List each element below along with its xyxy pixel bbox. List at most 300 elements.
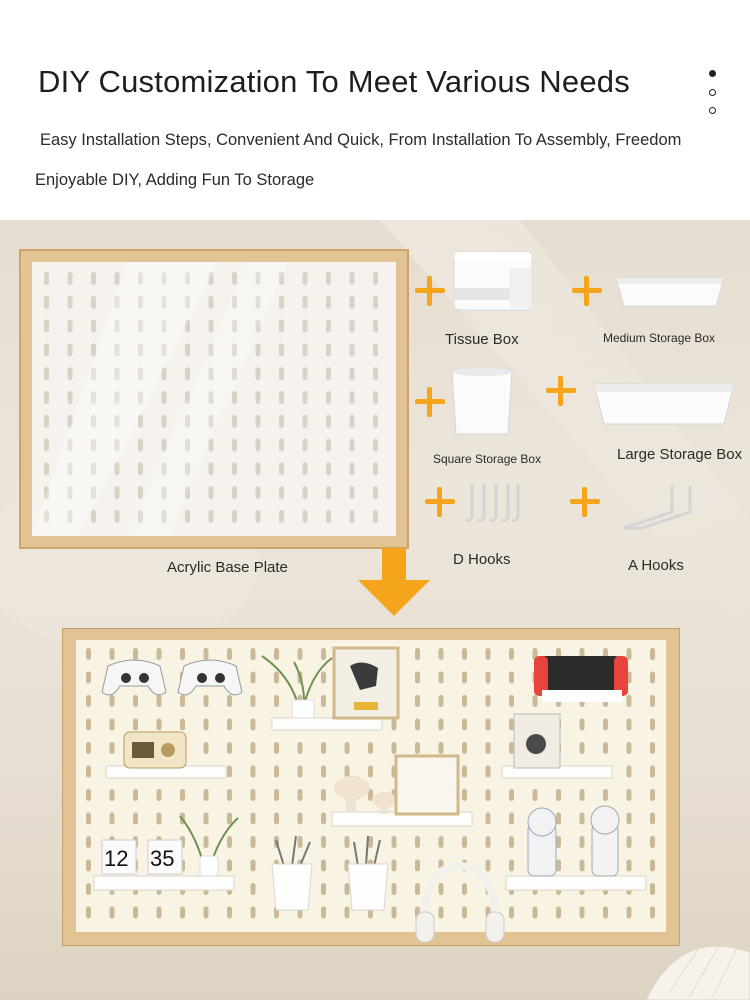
- peg-hole: [256, 391, 261, 404]
- peg-hole: [415, 836, 420, 848]
- peg-hole: [321, 695, 326, 707]
- peg-hole: [580, 789, 585, 801]
- peg-hole: [486, 695, 491, 707]
- peg-hole: [110, 813, 115, 825]
- peg-hole: [110, 907, 115, 919]
- peg-hole: [486, 836, 491, 848]
- peg-hole: [650, 719, 655, 731]
- peg-hole: [627, 695, 632, 707]
- peg-hole: [350, 486, 355, 499]
- peg-hole: [256, 415, 261, 428]
- peg-hole: [279, 439, 284, 452]
- peg-hole: [321, 907, 326, 919]
- peg-hole: [321, 648, 326, 660]
- peg-hole: [279, 296, 284, 309]
- square-box-label: Square Storage Box: [433, 452, 542, 466]
- peg-hole: [68, 343, 73, 356]
- peg-hole: [627, 813, 632, 825]
- peg-hole: [68, 320, 73, 333]
- peg-hole: [439, 883, 444, 895]
- peg-hole: [157, 719, 162, 731]
- peg-hole: [627, 836, 632, 848]
- peg-hole: [392, 883, 397, 895]
- peg-hole: [580, 719, 585, 731]
- peg-hole: [415, 883, 420, 895]
- peg-hole: [303, 367, 308, 380]
- peg-hole: [68, 272, 73, 285]
- peg-hole: [138, 462, 143, 475]
- peg-hole: [368, 742, 373, 754]
- plus-icon: [572, 276, 602, 306]
- peg-hole: [303, 391, 308, 404]
- peg-hole: [204, 836, 209, 848]
- peg-hole: [392, 742, 397, 754]
- peg-hole: [439, 742, 444, 754]
- peg-hole: [321, 813, 326, 825]
- peg-hole: [91, 272, 96, 285]
- peg-hole: [321, 766, 326, 778]
- peg-hole: [180, 695, 185, 707]
- peg-hole: [462, 742, 467, 754]
- peg-hole: [350, 510, 355, 523]
- peg-hole: [298, 766, 303, 778]
- d-hooks-image: [462, 480, 522, 528]
- peg-hole: [650, 648, 655, 660]
- peg-hole: [580, 742, 585, 754]
- peg-hole: [303, 486, 308, 499]
- description-line-1: Easy Installation Steps, Convenient And Quick, From Installation To Assembly, Freedom: [40, 131, 682, 149]
- peg-hole: [321, 860, 326, 872]
- peg-hole: [251, 648, 256, 660]
- peg-hole: [180, 789, 185, 801]
- peg-hole: [133, 907, 138, 919]
- peg-hole: [133, 719, 138, 731]
- peg-hole: [627, 789, 632, 801]
- peg-hole: [326, 439, 331, 452]
- peg-hole: [580, 813, 585, 825]
- peg-hole: [303, 439, 308, 452]
- peg-hole: [232, 415, 237, 428]
- peg-hole: [44, 415, 49, 428]
- peg-hole: [204, 813, 209, 825]
- peg-hole: [486, 789, 491, 801]
- peg-hole: [133, 789, 138, 801]
- peg-hole: [162, 415, 167, 428]
- peg-hole: [232, 462, 237, 475]
- peg-hole: [415, 742, 420, 754]
- a-hooks-label: A Hooks: [628, 557, 684, 574]
- peg-hole: [115, 486, 120, 499]
- peg-hole: [251, 672, 256, 684]
- peg-hole: [556, 836, 561, 848]
- peg-hole: [650, 766, 655, 778]
- peg-hole: [326, 367, 331, 380]
- peg-hole: [345, 907, 350, 919]
- peg-hole: [256, 367, 261, 380]
- peg-hole: [251, 742, 256, 754]
- peg-hole: [350, 391, 355, 404]
- peg-hole: [350, 296, 355, 309]
- peg-hole: [603, 719, 608, 731]
- peg-hole: [556, 907, 561, 919]
- peg-hole: [509, 742, 514, 754]
- peg-hole: [462, 883, 467, 895]
- a-hooks-image: [618, 482, 698, 540]
- d-hooks-label: D Hooks: [453, 551, 511, 568]
- peg-hole: [157, 789, 162, 801]
- peg-hole: [303, 510, 308, 523]
- peg-hole: [303, 296, 308, 309]
- peg-hole: [326, 415, 331, 428]
- peg-hole: [185, 510, 190, 523]
- peg-hole: [373, 272, 378, 285]
- peg-hole: [556, 860, 561, 872]
- peg-hole: [298, 789, 303, 801]
- peg-hole: [204, 719, 209, 731]
- medium-storage-box-image: [612, 268, 728, 312]
- peg-hole: [345, 836, 350, 848]
- large-storage-box-image: [590, 376, 738, 434]
- peg-hole: [251, 695, 256, 707]
- peg-hole: [486, 648, 491, 660]
- peg-hole: [256, 343, 261, 356]
- peg-hole: [86, 766, 91, 778]
- peg-hole: [138, 439, 143, 452]
- peg-hole: [204, 648, 209, 660]
- peg-hole: [373, 296, 378, 309]
- peg-hole: [345, 766, 350, 778]
- peg-hole: [279, 367, 284, 380]
- peg-hole: [650, 860, 655, 872]
- peg-hole: [162, 439, 167, 452]
- peg-hole: [110, 789, 115, 801]
- large-box-label: Large Storage Box: [617, 446, 743, 463]
- peg-hole: [204, 695, 209, 707]
- peg-hole: [251, 789, 256, 801]
- peg-hole: [86, 860, 91, 872]
- peg-hole: [274, 789, 279, 801]
- plus-icon: [425, 487, 455, 517]
- peg-hole: [251, 719, 256, 731]
- peg-hole: [227, 813, 232, 825]
- peg-hole: [486, 672, 491, 684]
- peg-hole: [44, 320, 49, 333]
- peg-hole: [86, 648, 91, 660]
- peg-hole: [91, 510, 96, 523]
- peg-hole: [133, 695, 138, 707]
- peg-hole: [303, 320, 308, 333]
- peg-hole: [274, 813, 279, 825]
- peg-hole: [298, 648, 303, 660]
- peg-hole: [509, 719, 514, 731]
- peg-hole: [86, 836, 91, 848]
- peg-hole: [368, 766, 373, 778]
- peg-hole: [227, 648, 232, 660]
- peg-hole: [603, 789, 608, 801]
- peg-hole: [180, 907, 185, 919]
- peg-hole: [326, 343, 331, 356]
- peg-hole: [415, 695, 420, 707]
- peg-hole: [44, 439, 49, 452]
- peg-hole: [209, 486, 214, 499]
- peg-hole: [556, 813, 561, 825]
- peg-hole: [326, 510, 331, 523]
- peg-hole: [227, 789, 232, 801]
- peg-hole: [279, 391, 284, 404]
- assembled-pegboard-image: [62, 628, 680, 946]
- peg-hole: [321, 836, 326, 848]
- peg-hole: [110, 742, 115, 754]
- peg-hole: [86, 695, 91, 707]
- peg-hole: [373, 462, 378, 475]
- peg-hole: [321, 789, 326, 801]
- peg-hole: [627, 719, 632, 731]
- peg-hole: [68, 367, 73, 380]
- peg-hole: [138, 486, 143, 499]
- peg-hole: [486, 719, 491, 731]
- peg-hole: [298, 742, 303, 754]
- peg-hole: [279, 510, 284, 523]
- menu-dot: [709, 107, 716, 114]
- peg-hole: [115, 462, 120, 475]
- product-scene: [0, 220, 750, 1000]
- peg-hole: [650, 695, 655, 707]
- peg-hole: [326, 272, 331, 285]
- peg-hole: [251, 860, 256, 872]
- peg-hole: [274, 648, 279, 660]
- peg-hole: [251, 836, 256, 848]
- peg-hole: [227, 695, 232, 707]
- peg-hole: [44, 272, 49, 285]
- peg-hole: [509, 789, 514, 801]
- peg-hole: [462, 719, 467, 731]
- peg-hole: [303, 462, 308, 475]
- arrow-down-icon: [356, 546, 432, 618]
- peg-hole: [415, 648, 420, 660]
- peg-hole: [326, 462, 331, 475]
- peg-hole: [279, 343, 284, 356]
- peg-hole: [86, 883, 91, 895]
- peg-hole: [110, 648, 115, 660]
- peg-hole: [44, 367, 49, 380]
- peg-hole: [439, 719, 444, 731]
- peg-hole: [185, 343, 190, 356]
- page-title: DIY Customization To Meet Various Needs: [38, 64, 630, 99]
- peg-hole: [86, 813, 91, 825]
- peg-hole: [232, 439, 237, 452]
- square-storage-box-image: [448, 364, 516, 438]
- peg-hole: [373, 510, 378, 523]
- peg-hole: [350, 343, 355, 356]
- peg-hole: [650, 907, 655, 919]
- peg-hole: [68, 391, 73, 404]
- menu-dot: [709, 70, 716, 77]
- peg-hole: [157, 695, 162, 707]
- peg-hole: [462, 672, 467, 684]
- peg-hole: [227, 836, 232, 848]
- peg-hole: [415, 860, 420, 872]
- peg-hole: [251, 766, 256, 778]
- peg-hole: [204, 907, 209, 919]
- peg-hole: [133, 648, 138, 660]
- peg-hole: [86, 789, 91, 801]
- peg-hole: [279, 320, 284, 333]
- peg-hole: [627, 907, 632, 919]
- peg-hole: [157, 813, 162, 825]
- peg-hole: [91, 320, 96, 333]
- base-plate-label: Acrylic Base Plate: [167, 559, 288, 576]
- peg-hole: [274, 766, 279, 778]
- peg-hole: [350, 272, 355, 285]
- peg-hole: [650, 813, 655, 825]
- peg-hole: [650, 789, 655, 801]
- peg-hole: [232, 391, 237, 404]
- peg-hole: [350, 415, 355, 428]
- peg-hole: [603, 742, 608, 754]
- peg-hole: [44, 296, 49, 309]
- plus-icon: [570, 487, 600, 517]
- peg-hole: [232, 510, 237, 523]
- peg-hole: [204, 789, 209, 801]
- peg-hole: [627, 766, 632, 778]
- peg-hole: [533, 789, 538, 801]
- peg-hole: [650, 883, 655, 895]
- menu-dot: [709, 89, 716, 96]
- peg-hole: [274, 672, 279, 684]
- peg-hole: [462, 766, 467, 778]
- peg-hole: [279, 415, 284, 428]
- peg-hole: [44, 343, 49, 356]
- peg-hole: [462, 648, 467, 660]
- peg-hole: [321, 672, 326, 684]
- peg-hole: [556, 789, 561, 801]
- peg-hole: [227, 907, 232, 919]
- peg-hole: [345, 883, 350, 895]
- plus-icon: [546, 376, 576, 406]
- peg-hole: [256, 486, 261, 499]
- more-menu-icon[interactable]: [700, 70, 724, 114]
- peg-hole: [326, 486, 331, 499]
- peg-hole: [392, 907, 397, 919]
- peg-hole: [350, 320, 355, 333]
- plus-icon: [415, 387, 445, 417]
- peg-hole: [373, 343, 378, 356]
- peg-hole: [279, 462, 284, 475]
- peg-hole: [303, 343, 308, 356]
- peg-hole: [509, 860, 514, 872]
- peg-hole: [486, 860, 491, 872]
- peg-hole: [180, 719, 185, 731]
- peg-hole: [133, 813, 138, 825]
- peg-hole: [86, 719, 91, 731]
- peg-hole: [44, 462, 49, 475]
- peg-hole: [509, 648, 514, 660]
- peg-hole: [326, 391, 331, 404]
- peg-hole: [373, 439, 378, 452]
- peg-hole: [256, 510, 261, 523]
- peg-hole: [279, 486, 284, 499]
- peg-hole: [439, 695, 444, 707]
- peg-hole: [227, 742, 232, 754]
- peg-hole: [256, 439, 261, 452]
- peg-hole: [415, 719, 420, 731]
- peg-hole: [650, 742, 655, 754]
- peg-hole: [157, 648, 162, 660]
- peg-hole: [227, 860, 232, 872]
- peg-hole: [350, 462, 355, 475]
- peg-hole: [251, 813, 256, 825]
- peg-hole: [115, 272, 120, 285]
- peg-hole: [373, 486, 378, 499]
- peg-hole: [209, 320, 214, 333]
- description-line-2: Enjoyable DIY, Adding Fun To Storage: [35, 171, 315, 189]
- peg-hole: [603, 907, 608, 919]
- peg-hole: [110, 695, 115, 707]
- peg-hole: [650, 672, 655, 684]
- peg-hole: [462, 836, 467, 848]
- peg-hole: [580, 836, 585, 848]
- peg-hole: [373, 367, 378, 380]
- peg-hole: [509, 836, 514, 848]
- peg-hole: [439, 836, 444, 848]
- peg-hole: [91, 296, 96, 309]
- peg-hole: [115, 510, 120, 523]
- peg-hole: [256, 462, 261, 475]
- header: [0, 0, 750, 220]
- peg-hole: [185, 367, 190, 380]
- peg-hole: [580, 860, 585, 872]
- peg-hole: [298, 836, 303, 848]
- peg-hole: [162, 391, 167, 404]
- peg-hole: [439, 907, 444, 919]
- peg-hole: [627, 860, 632, 872]
- tissue-box-label: Tissue Box: [445, 331, 519, 348]
- peg-hole: [509, 695, 514, 707]
- peg-hole: [580, 907, 585, 919]
- lamp-image: [640, 932, 750, 1000]
- peg-hole: [321, 883, 326, 895]
- peg-hole: [157, 907, 162, 919]
- peg-hole: [650, 836, 655, 848]
- peg-hole: [227, 766, 232, 778]
- plus-icon: [415, 276, 445, 306]
- peg-hole: [439, 672, 444, 684]
- peg-hole: [274, 695, 279, 707]
- peg-hole: [326, 296, 331, 309]
- peg-hole: [251, 907, 256, 919]
- peg-hole: [392, 860, 397, 872]
- peg-hole: [462, 695, 467, 707]
- peg-hole: [44, 391, 49, 404]
- peg-hole: [439, 648, 444, 660]
- peg-hole: [462, 907, 467, 919]
- peg-hole: [209, 462, 214, 475]
- clock-minute: 35: [150, 846, 175, 871]
- peg-hole: [86, 672, 91, 684]
- peg-hole: [274, 742, 279, 754]
- peg-hole: [462, 789, 467, 801]
- peg-hole: [509, 813, 514, 825]
- tissue-box-image: [450, 248, 536, 314]
- peg-hole: [373, 320, 378, 333]
- peg-hole: [232, 272, 237, 285]
- peg-hole: [86, 742, 91, 754]
- peg-hole: [204, 742, 209, 754]
- peg-hole: [415, 672, 420, 684]
- peg-hole: [627, 742, 632, 754]
- peg-hole: [373, 391, 378, 404]
- peg-hole: [486, 766, 491, 778]
